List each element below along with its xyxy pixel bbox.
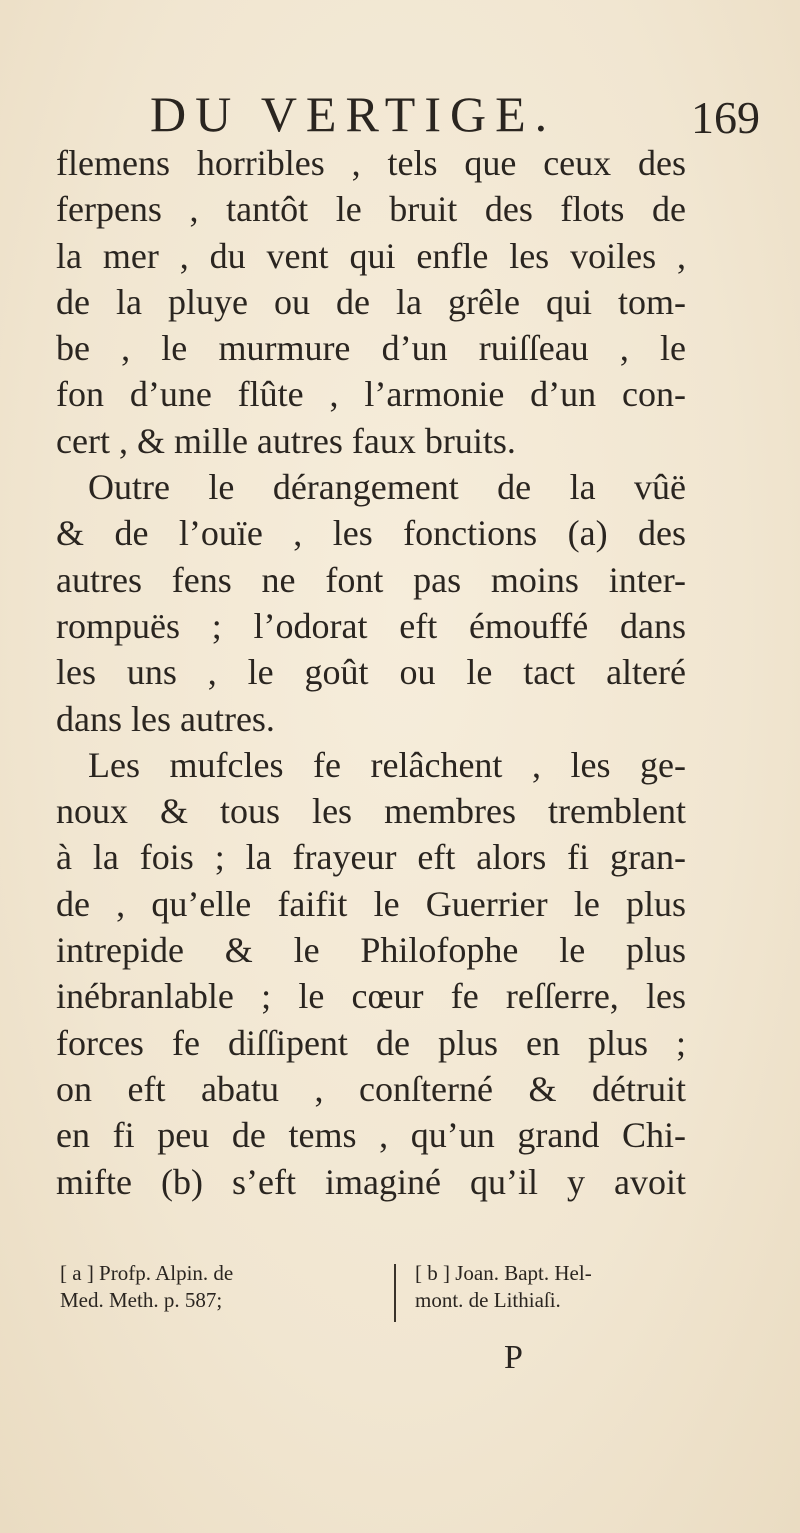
text-line: be , le murmure d’un ruiſſeau , le [56, 328, 686, 369]
footnote-divider [394, 1264, 396, 1322]
text-line: & de l’ouïe , les fonctions (a) des [56, 513, 686, 554]
signature-mark: P [504, 1339, 523, 1376]
text-line: la mer , du vent qui enfle les voiles , [56, 235, 686, 276]
text-line: de la pluye ou de la grêle qui tom- [56, 281, 686, 322]
text-line: Outre le dérangement de la vûë [88, 467, 686, 508]
page-header [150, 86, 760, 142]
running-title: DU VERTIGE. [150, 86, 557, 142]
page-number: 169 [691, 92, 760, 143]
footnote-line: Med. Meth. p. 587; [60, 1288, 223, 1312]
text-line: intrepide & le Philofophe le plus [56, 930, 686, 971]
footnote-line: mont. de Lithiaſi. [415, 1288, 561, 1312]
text-line: à la fois ; la frayeur eft alors fi gran- [56, 837, 686, 878]
text-line: on eft abatu , conſterné & détruit [56, 1068, 686, 1109]
text-line: forces fe diſſipent de plus en plus ; [56, 1022, 686, 1063]
text-line: les uns , le goût ou le tact alteré [56, 652, 686, 693]
text-line: fon d’une flûte , l’armonie d’un con- [56, 374, 686, 415]
footnote-line: [ a ] Profp. Alpin. de [60, 1261, 234, 1285]
text-line: mifte (b) s’eft imaginé qu’il y avoit [56, 1161, 686, 1202]
footnote-a [60, 1260, 350, 1314]
text-line: en fi peu de tems , qu’un grand Chi- [56, 1115, 686, 1156]
text-line: autres fens ne font pas moins inter- [56, 559, 686, 600]
footnotes [60, 1260, 720, 1340]
text-line: flemens horribles , tels que ceux des [56, 143, 686, 183]
text-line: de , qu’elle faifit le Guerrier le plus [56, 883, 686, 924]
text-line: rompuës ; l’odorat eft émouffé dans [56, 605, 686, 646]
body-text [56, 140, 686, 1205]
text-line: noux & tous les membres tremblent [56, 791, 686, 832]
text-line: Les mufcles fe relâchent , les ge- [88, 744, 686, 785]
text-line: inébranlable ; le cœur fe reſſerre, les [56, 976, 686, 1017]
footnote-b [415, 1260, 725, 1314]
text-line: dans les autres. [56, 698, 275, 739]
text-line: cert , & mille autres faux bruits. [56, 420, 516, 461]
footnote-line: [ b ] Joan. Bapt. Hel- [415, 1261, 592, 1285]
text-line: ferpens , tantôt le bruit des flots de [56, 189, 686, 230]
